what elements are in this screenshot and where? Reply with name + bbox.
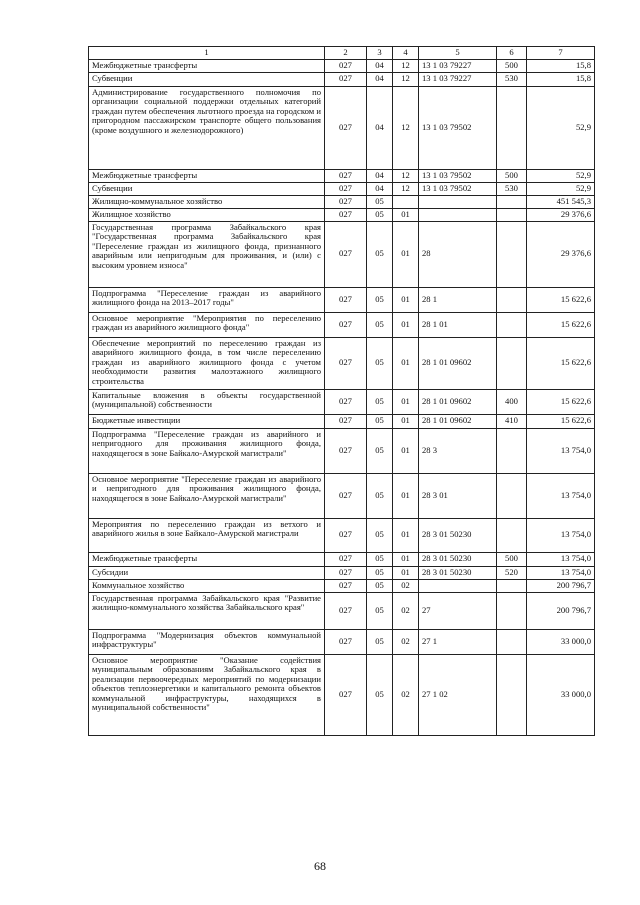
target-article-cell: 13 1 03 79502: [419, 86, 497, 169]
amount-cell: 13 754,0: [527, 473, 595, 518]
section-cell: 04: [367, 86, 393, 169]
expense-type-cell: [497, 312, 527, 337]
section-cell: 05: [367, 389, 393, 414]
table-row: [89, 72, 595, 86]
code-cell: 027: [325, 287, 367, 312]
target-article-cell: 13 1 03 79502: [419, 182, 497, 195]
subsection-cell: 12: [393, 72, 419, 86]
amount-cell: 451 545,3: [527, 195, 595, 208]
column-header: 1: [89, 47, 325, 60]
item-name-cell: Подпрограмма "Переселение граждан из аварийного и непригодного для проживания жилищного фонда, находящегося в зоне Байкало-Амурской магистрали": [89, 428, 325, 473]
code-cell: 027: [325, 592, 367, 629]
target-article-cell: 28 1 01 09602: [419, 414, 497, 428]
expense-type-cell: [497, 428, 527, 473]
item-name-cell: Мероприятия по переселению граждан из ветхого и аварийного жилья в зоне Байкало-Амурской магистрали: [89, 518, 325, 552]
expense-type-cell: 520: [497, 566, 527, 579]
section-cell: 05: [367, 592, 393, 629]
code-cell: 027: [325, 208, 367, 221]
table-row: [89, 473, 595, 518]
table-row: [89, 428, 595, 473]
code-cell: 027: [325, 86, 367, 169]
section-cell: 05: [367, 208, 393, 221]
target-article-cell: 28 3 01: [419, 473, 497, 518]
target-article-cell: 13 1 03 79502: [419, 169, 497, 182]
section-cell: 05: [367, 654, 393, 735]
section-cell: 05: [367, 312, 393, 337]
target-article-cell: 28 1 01 09602: [419, 337, 497, 389]
subsection-cell: 02: [393, 592, 419, 629]
amount-cell: 15,8: [527, 59, 595, 72]
code-cell: 027: [325, 414, 367, 428]
code-cell: 027: [325, 566, 367, 579]
item-name-cell: Субсидии: [89, 566, 325, 579]
target-article-cell: 13 1 03 79227: [419, 59, 497, 72]
item-name-cell: Коммунальное хозяйство: [89, 579, 325, 592]
target-article-cell: 28 3 01 50230: [419, 566, 497, 579]
item-name-cell: Обеспечение мероприятий по переселению граждан из аварийного жилищного фонда, в том числе переселению граждан из аварийного жилищного фонда с учетом необходимости развития малоэтажного жилищного строительства: [89, 337, 325, 389]
table-row: [89, 414, 595, 428]
target-article-cell: 27 1: [419, 629, 497, 654]
section-cell: 05: [367, 552, 393, 566]
code-cell: 027: [325, 518, 367, 552]
table-row: [89, 654, 595, 735]
section-cell: 05: [367, 473, 393, 518]
expense-type-cell: 500: [497, 169, 527, 182]
table-header-row: [89, 47, 595, 60]
item-name-cell: Жилищно-коммунальное хозяйство: [89, 195, 325, 208]
table-row: [89, 59, 595, 72]
section-cell: 05: [367, 566, 393, 579]
column-header: 4: [393, 47, 419, 60]
code-cell: 027: [325, 195, 367, 208]
code-cell: 027: [325, 629, 367, 654]
subsection-cell: 12: [393, 169, 419, 182]
section-cell: 05: [367, 221, 393, 287]
item-name-cell: Капитальные вложения в объекты государственной (муниципальной) собственности: [89, 389, 325, 414]
code-cell: 027: [325, 579, 367, 592]
subsection-cell: 01: [393, 518, 419, 552]
subsection-cell: 01: [393, 389, 419, 414]
section-cell: 05: [367, 518, 393, 552]
expense-type-cell: [497, 337, 527, 389]
section-cell: 05: [367, 579, 393, 592]
code-cell: 027: [325, 473, 367, 518]
page-number: 68: [314, 859, 326, 873]
section-cell: 04: [367, 59, 393, 72]
section-cell: 05: [367, 195, 393, 208]
table-row: [89, 518, 595, 552]
subsection-cell: 01: [393, 221, 419, 287]
code-cell: 027: [325, 428, 367, 473]
target-article-cell: [419, 208, 497, 221]
column-header: 5: [419, 47, 497, 60]
target-article-cell: 28 3 01 50230: [419, 552, 497, 566]
table-row: [89, 579, 595, 592]
amount-cell: 29 376,6: [527, 221, 595, 287]
target-article-cell: 28 1: [419, 287, 497, 312]
amount-cell: 200 796,7: [527, 592, 595, 629]
item-name-cell: Жилищное хозяйство: [89, 208, 325, 221]
item-name-cell: Субвенции: [89, 72, 325, 86]
subsection-cell: [393, 195, 419, 208]
expense-type-cell: [497, 287, 527, 312]
target-article-cell: 28 3: [419, 428, 497, 473]
expense-type-cell: [497, 221, 527, 287]
amount-cell: 15 622,6: [527, 312, 595, 337]
expense-type-cell: 530: [497, 182, 527, 195]
item-name-cell: Администрирование государственного полномочия по организации социальной поддержки отдельных категорий граждан путем обеспечения льготного проезда на городском и пригородном пассажирском транспорте общего пользования (кроме воздушного и железнодорожного): [89, 86, 325, 169]
amount-cell: 200 796,7: [527, 579, 595, 592]
item-name-cell: Субвенции: [89, 182, 325, 195]
code-cell: 027: [325, 182, 367, 195]
code-cell: 027: [325, 552, 367, 566]
item-name-cell: Основное мероприятие "Переселение граждан из аварийного и непригодного для проживания жилищного фонда, находящегося в зоне Байкало-Амурской магистрали": [89, 473, 325, 518]
subsection-cell: 01: [393, 414, 419, 428]
subsection-cell: 01: [393, 208, 419, 221]
section-cell: 04: [367, 72, 393, 86]
subsection-cell: 01: [393, 312, 419, 337]
expense-type-cell: 530: [497, 72, 527, 86]
amount-cell: 15,8: [527, 72, 595, 86]
target-article-cell: 27: [419, 592, 497, 629]
section-cell: 05: [367, 428, 393, 473]
table-row: [89, 208, 595, 221]
amount-cell: 15 622,6: [527, 414, 595, 428]
item-name-cell: Подпрограмма "Модернизация объектов коммунальной инфраструктуры": [89, 629, 325, 654]
code-cell: 027: [325, 312, 367, 337]
table-row: [89, 629, 595, 654]
column-header: 3: [367, 47, 393, 60]
item-name-cell: Государственная программа Забайкальского края "Развитие жилищно-коммунального хозяйства Забайкальского края": [89, 592, 325, 629]
item-name-cell: Подпрограмма "Переселение граждан из аварийного жилищного фонда на 2013–2017 годы": [89, 287, 325, 312]
expense-type-cell: [497, 208, 527, 221]
section-cell: 05: [367, 629, 393, 654]
item-name-cell: Межбюджетные трансферты: [89, 59, 325, 72]
item-name-cell: Межбюджетные трансферты: [89, 169, 325, 182]
subsection-cell: 02: [393, 579, 419, 592]
table-row: [89, 389, 595, 414]
expense-type-cell: [497, 195, 527, 208]
subsection-cell: 12: [393, 182, 419, 195]
item-name-cell: Бюджетные инвестиции: [89, 414, 325, 428]
amount-cell: 29 376,6: [527, 208, 595, 221]
subsection-cell: 01: [393, 473, 419, 518]
code-cell: 027: [325, 654, 367, 735]
target-article-cell: 28 3 01 50230: [419, 518, 497, 552]
table-row: [89, 86, 595, 169]
expense-type-cell: [497, 518, 527, 552]
table-row: [89, 312, 595, 337]
amount-cell: 13 754,0: [527, 518, 595, 552]
subsection-cell: 01: [393, 428, 419, 473]
subsection-cell: 12: [393, 86, 419, 169]
amount-cell: 15 622,6: [527, 337, 595, 389]
target-article-cell: 28: [419, 221, 497, 287]
column-header: 7: [527, 47, 595, 60]
amount-cell: 52,9: [527, 182, 595, 195]
code-cell: 027: [325, 169, 367, 182]
target-article-cell: 28 1 01: [419, 312, 497, 337]
table-row: [89, 287, 595, 312]
item-name-cell: Государственная программа Забайкальского края "Государственная программа Забайкальского края "Переселение граждан из жилищного фонда, признанного аварийным или непригодным для проживания, и (или) с высоким уровнем износа": [89, 221, 325, 287]
expense-type-cell: [497, 473, 527, 518]
item-name-cell: Основное мероприятие "Оказание содействия муниципальным образованиям Забайкальского края в реализации первоочередных мероприятий по модернизации объектов теплоэнергетики и капитального ремонта объектов коммунальной инфраструктуры, находящихся в муниципальной собственности": [89, 654, 325, 735]
expense-type-cell: 500: [497, 59, 527, 72]
subsection-cell: 01: [393, 337, 419, 389]
section-cell: 05: [367, 337, 393, 389]
section-cell: 04: [367, 169, 393, 182]
item-name-cell: Межбюджетные трансферты: [89, 552, 325, 566]
budget-table: [88, 46, 595, 736]
subsection-cell: 02: [393, 654, 419, 735]
section-cell: 05: [367, 287, 393, 312]
amount-cell: 52,9: [527, 169, 595, 182]
table-row: [89, 552, 595, 566]
expense-type-cell: [497, 579, 527, 592]
expense-type-cell: 500: [497, 552, 527, 566]
code-cell: 027: [325, 389, 367, 414]
table-row: [89, 566, 595, 579]
table-row: [89, 592, 595, 629]
column-header: 2: [325, 47, 367, 60]
target-article-cell: [419, 195, 497, 208]
target-article-cell: [419, 579, 497, 592]
amount-cell: 13 754,0: [527, 566, 595, 579]
code-cell: 027: [325, 337, 367, 389]
table-row: [89, 195, 595, 208]
target-article-cell: 28 1 01 09602: [419, 389, 497, 414]
subsection-cell: 02: [393, 629, 419, 654]
target-article-cell: 27 1 02: [419, 654, 497, 735]
expense-type-cell: 410: [497, 414, 527, 428]
amount-cell: 15 622,6: [527, 389, 595, 414]
amount-cell: 33 000,0: [527, 654, 595, 735]
table-row: [89, 169, 595, 182]
expense-type-cell: [497, 592, 527, 629]
item-name-cell: Основное мероприятие "Мероприятия по переселению граждан из аварийного жилищного фонда": [89, 312, 325, 337]
subsection-cell: 12: [393, 59, 419, 72]
expense-type-cell: [497, 629, 527, 654]
amount-cell: 13 754,0: [527, 552, 595, 566]
section-cell: 05: [367, 414, 393, 428]
column-header: 6: [497, 47, 527, 60]
amount-cell: 15 622,6: [527, 287, 595, 312]
table-row: [89, 337, 595, 389]
amount-cell: 13 754,0: [527, 428, 595, 473]
table-row: [89, 182, 595, 195]
subsection-cell: 01: [393, 287, 419, 312]
code-cell: 027: [325, 72, 367, 86]
section-cell: 04: [367, 182, 393, 195]
expense-type-cell: 400: [497, 389, 527, 414]
target-article-cell: 13 1 03 79227: [419, 72, 497, 86]
table-row: [89, 221, 595, 287]
subsection-cell: 01: [393, 552, 419, 566]
amount-cell: 33 000,0: [527, 629, 595, 654]
code-cell: 027: [325, 221, 367, 287]
subsection-cell: 01: [393, 566, 419, 579]
expense-type-cell: [497, 654, 527, 735]
code-cell: 027: [325, 59, 367, 72]
expense-type-cell: [497, 86, 527, 169]
amount-cell: 52,9: [527, 86, 595, 169]
